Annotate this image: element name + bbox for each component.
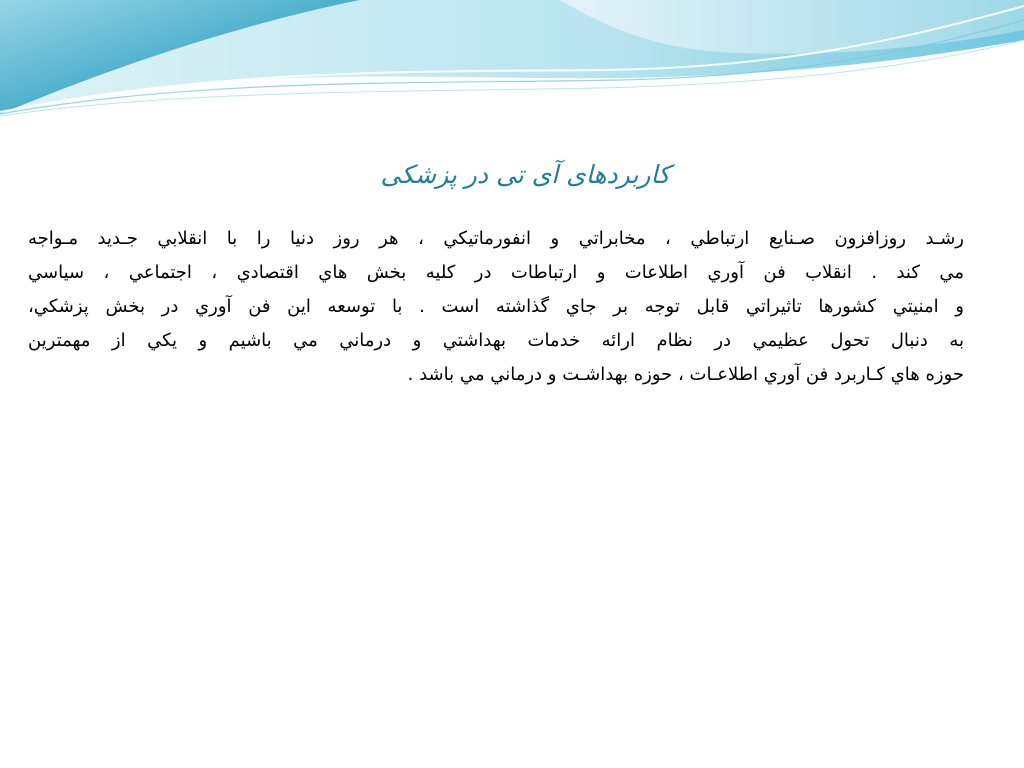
slide-body-text — [28, 222, 964, 392]
body-line: رشـد روزافزون صـنايع ارتباطي ، مخابراتي و انفورماتيكي ، هر روز دنيا را با انقلابي جـديد مـواجه — [28, 228, 964, 249]
decorative-wave-banner — [0, 0, 1024, 130]
slide-title: کاربردهای آی تی در پزشکی — [380, 160, 670, 189]
body-line: به دنبال تحول عظيمي در نظام ارائه خدمات بهداشتي و درماني مي باشيم و يكي از مهمترين — [28, 330, 964, 351]
body-line: حوزه هاي كـاربرد فن آوري اطلاعـات ، حوزه بهداشـت و درماني مي باشد . — [407, 364, 964, 385]
body-line: و امنيتي كشورها تاثيراتي قابل توجه بر جاي گذاشته است . با توسعه اين فن آوري در بخش پزشكي، — [28, 296, 964, 317]
body-line: مي كند . انقلاب فن آوري اطلاعات و ارتباطات در كليه بخش هاي اقتصادي ، اجتماعي ، سياسي — [28, 262, 964, 283]
